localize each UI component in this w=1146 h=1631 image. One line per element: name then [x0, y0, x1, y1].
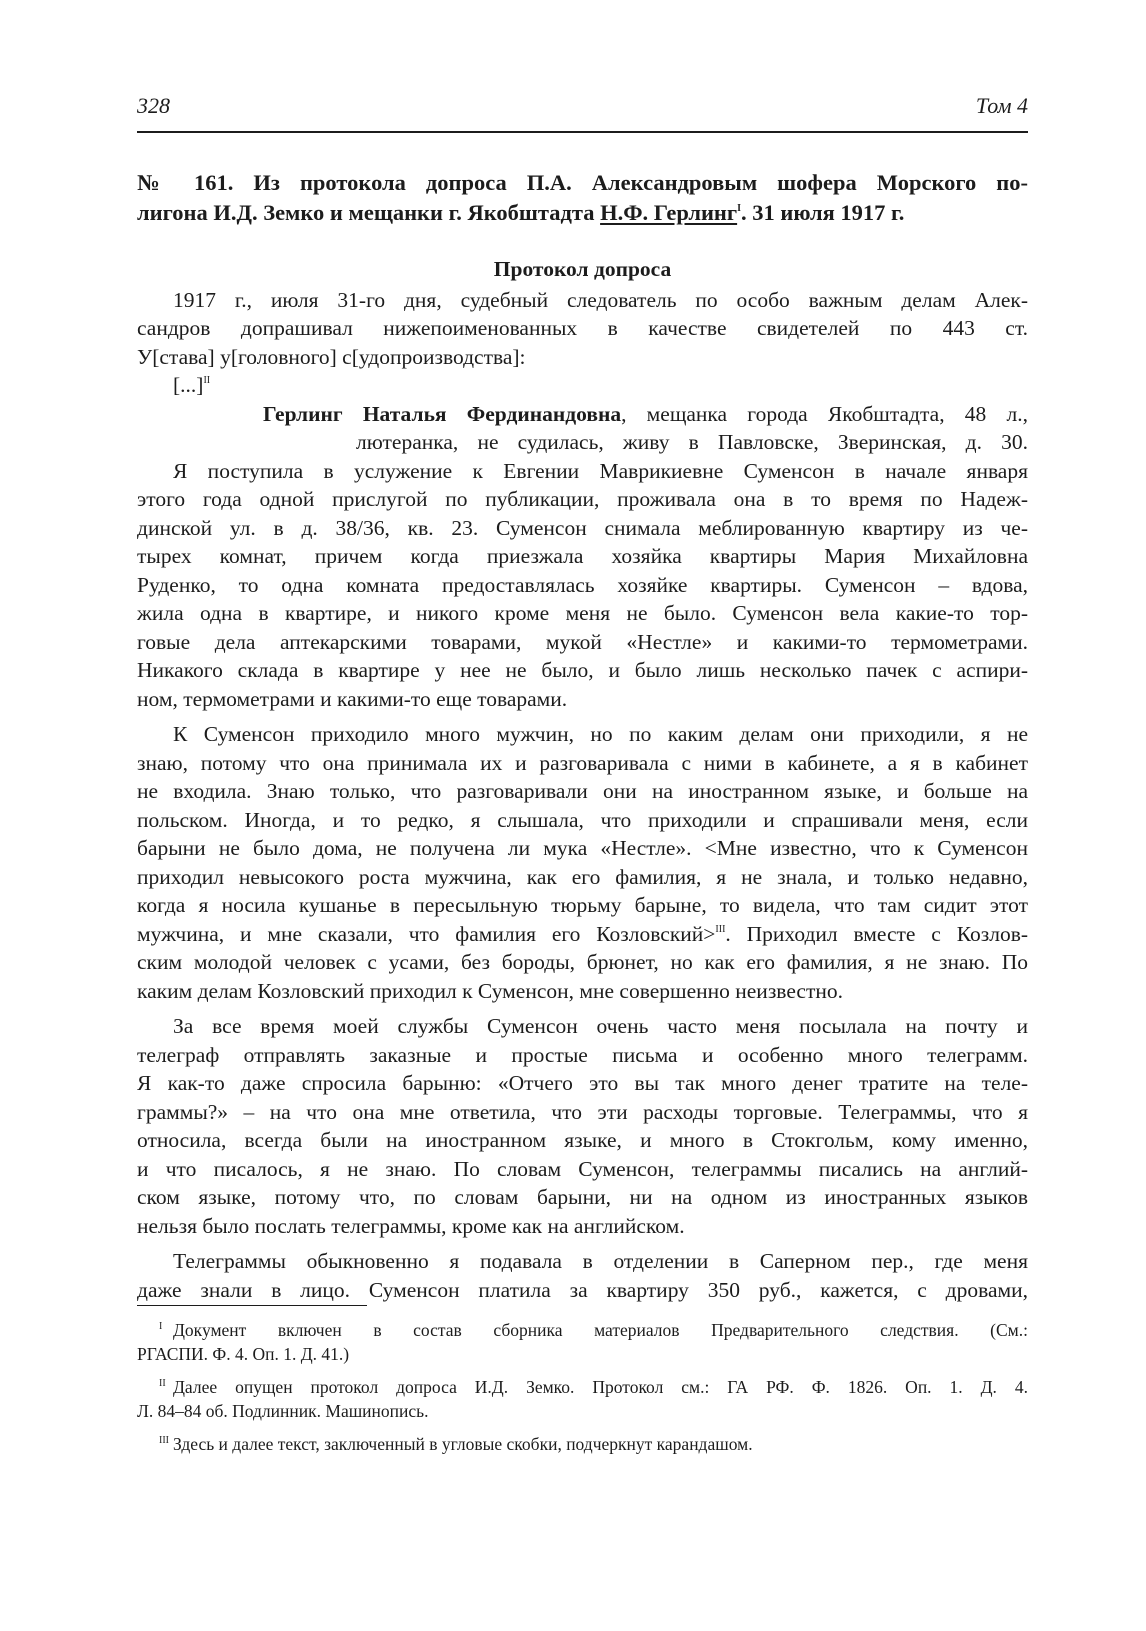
footnote-text: Далее опущен протокол допроса И.Д. Земко. Протокол см.: ГА РФ. Ф. 1826. Оп. 1. Д. 4. — [173, 1377, 1028, 1397]
footnote-text: Документ включен в состав сборника материалов Предварительного следствия. (См.: — [173, 1320, 1028, 1340]
title-date: . 31 июля 1917 г. — [741, 200, 905, 225]
text-fragment: . Приходил вместе с Козлов- — [725, 921, 1029, 946]
witness-details: , мещанка города Якобштадта, 48 л., — [621, 401, 1028, 426]
text-line: каким делам Козловский приходил к Суменсон, мне совершенно неизвестно. — [137, 978, 843, 1003]
footnote-line: РГАСПИ. Ф. 4. Оп. 1. Д. 41.) — [137, 1344, 350, 1364]
text-line: тырех комнат, причем когда приезжала хозяйка квартиры Мария Михайловна — [137, 544, 1028, 568]
text-line: Руденко, то одна комната предоставлялась хозяйке квартиры. Суменсон – вдова, — [137, 572, 1028, 597]
document-body — [137, 255, 1028, 1304]
witness-block — [137, 400, 1028, 457]
text-line: и что писалось, я не знаю. По словам Суменсон, телеграммы писались на англий- — [137, 1156, 1028, 1181]
footnote-text: Здесь и далее текст, заключенный в угловые скобки, подчеркнут карандашом. — [173, 1434, 753, 1454]
text-line: польском. Иногда, и то редко, я слышала, что приходили и спрашивали меня, если — [137, 807, 1028, 832]
text-fragment: мужчина, и мне сказали, что фамилия его Козловский> — [137, 921, 716, 946]
document-title — [137, 168, 1028, 228]
text-line: сандров допрашивал нижепоименованных в качестве свидетелей по 443 ст. — [137, 316, 1028, 340]
text-line: ским молодой человек с усами, без бороды, брюнет, но как его фамилия, я не знаю. По — [137, 950, 1028, 974]
text-line: динской ул. в д. 38/36, кв. 23. Суменсон снимала меблированную квартиру из че- — [137, 515, 1028, 540]
header-rule — [137, 131, 1028, 133]
text-line: 1917 г., июля 31-го дня, судебный следователь по особо важным делам Алек- — [173, 287, 1028, 312]
paragraph-1 — [137, 457, 1028, 714]
text-line: телеграф отправлять заказные и простые письма и особенно много телеграмм. — [137, 1042, 1028, 1067]
title-line-1: № 161. Из протокола допроса П.А. Александровым шофера Морского по- — [137, 170, 1028, 195]
text-line: жила одна в квартире, и никого кроме меня не было. Суменсон вела какие-то тор- — [137, 601, 1028, 625]
footnote-ref-I: I — [737, 203, 742, 214]
footnotes — [137, 1318, 1028, 1465]
text-line: граммы?» – на что она мне ответила, что эти расходы торговые. Телеграммы, что я — [137, 1099, 1028, 1124]
text-line: нельзя было послать телеграммы, кроме как на английском. — [137, 1213, 685, 1238]
witness-line-2: лютеранка, не судилась, живу в Павловске, Зверинская, д. 30. — [356, 430, 1028, 454]
text-line: приходил невысокого роста мужчина, как его фамилия, я не знала, и только недавно, — [137, 864, 1028, 889]
text-line: знаю, потому что она принимала их и разговаривала с ними в кабинете, а я в кабинет — [137, 750, 1028, 775]
text-line: За все время моей службы Суменсон очень часто меня посылала на почту и — [173, 1014, 1028, 1038]
footnote-line: II Далее опущен протокол допроса И.Д. Земко. Протокол см.: ГА РФ. Ф. 1826. Оп. 1. Д. 4. — [159, 1377, 1028, 1397]
title-person-name: Н.Ф. Герлинг — [600, 200, 738, 225]
subheading: Протокол допроса — [493, 257, 672, 281]
text-line: Я как-то даже спросила барыню: «Отчего это вы так много денег тратите на теле- — [137, 1071, 1028, 1095]
footnote-line: III Здесь и далее текст, заключенный в угловые скобки, подчеркнут карандашом. — [159, 1434, 753, 1454]
footnote-line: I Документ включен в состав сборника материалов Предварительного следствия. (См.: — [159, 1320, 1028, 1340]
omission-line — [137, 371, 1028, 400]
text-line: даже знали в лицо. Суменсон платила за квартиру 350 руб., кажется, с дровами, — [137, 1277, 1028, 1302]
paragraph-4 — [137, 1247, 1028, 1304]
text-line: К Суменсон приходило много мужчин, но по каким делам они приходили, я не — [173, 722, 1028, 746]
text-line: говые дела аптекарскими товарами, мукой «Нестле» и какими-то термометрами. — [137, 629, 1028, 654]
text-line: Никакого склада в квартире у нее не было, и было лишь несколько пачек с аспири- — [137, 658, 1028, 682]
text-line: барыни не было дома, не получена ли мука «Нестле». <Мне известно, что к Суменсон — [137, 836, 1028, 860]
title-text-a: лигона И.Д. Земко и мещанки г. Якобштадта — [137, 200, 601, 225]
text-line: Телеграммы обыкновенно я подавала в отделении в Саперном пер., где меня — [173, 1249, 1028, 1273]
footnote-II — [137, 1375, 1028, 1423]
text-line: ском языке, потому что, по словам барыни, ни на одном из иностранных языков — [137, 1185, 1028, 1209]
witness-line-1 — [137, 400, 1028, 429]
text-line: ном, термометрами и какими-то еще товарами. — [137, 686, 568, 711]
text-line — [137, 920, 1028, 949]
footnote-ref-III: III — [715, 923, 726, 935]
footnote-line: Л. 84–84 об. Подлинник. Машинопись. — [137, 1401, 429, 1421]
intro-paragraph — [137, 286, 1028, 372]
text-line: У[става] у[головного] с[удопроизводства]: — [137, 344, 526, 369]
text-line: этого года одной прислугой по публикации, проживала она в то время по Надеж- — [137, 487, 1028, 511]
text-line: когда я носила кушанье в пересыльную тюрьму барыне, то видела, что там сидит этот — [137, 893, 1028, 917]
footnote-I — [137, 1318, 1028, 1366]
omission-text: [...] — [173, 373, 204, 397]
witness-name: Герлинг Наталья Фердинандовна — [263, 401, 622, 426]
title-line-2 — [137, 198, 1028, 228]
paragraph-2 — [137, 720, 1028, 1005]
running-head — [137, 92, 1028, 120]
page-number: 328 — [137, 93, 170, 118]
footnote-III — [137, 1432, 1028, 1456]
text-line: не входила. Знаю только, что разговаривали они на иностранном языке, и больше на — [137, 779, 1028, 803]
footnote-ref-II: II — [203, 375, 211, 386]
text-line: Я поступила в услужение к Евгении Маврикиевне Суменсон в начале января — [173, 458, 1028, 483]
volume-label: Том 4 — [975, 93, 1028, 118]
text-line: относила, всегда были на иностранном языке, и много в Стокгольм, кому именно, — [137, 1128, 1028, 1152]
paragraph-3 — [137, 1012, 1028, 1240]
footnote-rule — [137, 1305, 367, 1306]
